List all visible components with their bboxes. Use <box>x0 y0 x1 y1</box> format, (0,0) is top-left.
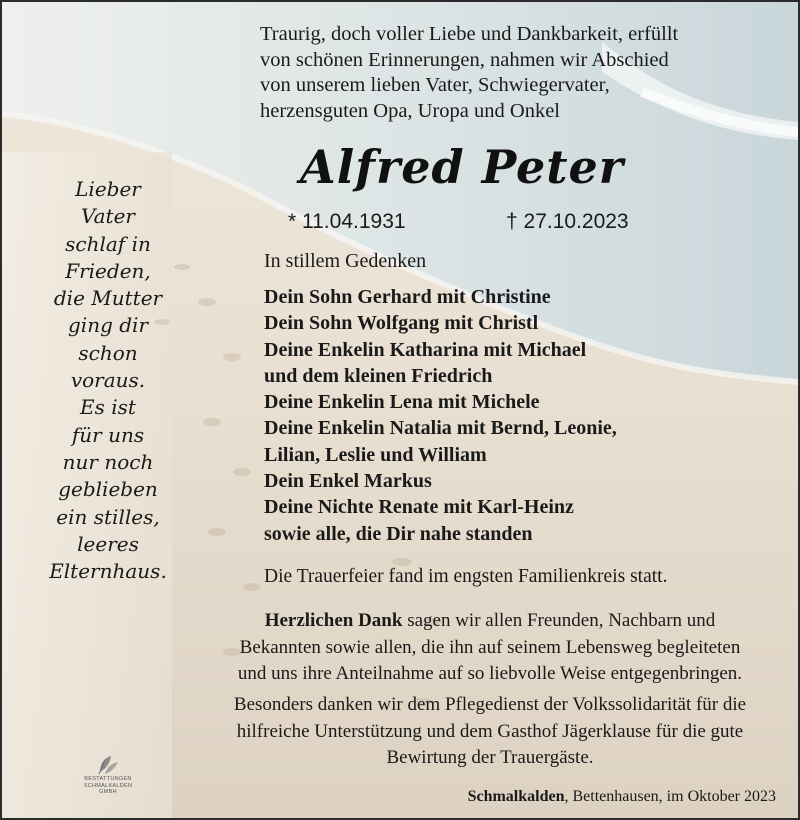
logo-line: GMBH <box>99 789 117 795</box>
intro-line: von unserem lieben Vater, Schwiegervater, <box>260 74 610 96</box>
mourner-line: Dein Enkel Markus <box>264 470 432 493</box>
memorial-lead: In stillem Gedenken <box>264 250 427 272</box>
deceased-name: Alfred Peter <box>300 140 625 194</box>
poem-line: leeres <box>77 531 139 556</box>
thanks-line <box>190 608 790 635</box>
mourner-line: Deine Enkelin Lena mit Michele <box>264 391 540 414</box>
thanks-line: und uns ihre Anteilnahme auf so liebvolle Weise entgegenbringen. <box>237 663 743 684</box>
intro-line: Traurig, doch voller Liebe und Dankbarkeit, erfüllt <box>260 23 679 45</box>
special-thanks-line: Besonders danken wir dem Pflegedienst der Volkssolidarität für die <box>233 694 747 715</box>
poem-line: ging dir <box>68 313 148 338</box>
mourner-line: Deine Nichte Renate mit Karl-Heinz <box>264 496 574 519</box>
place-date-rest: , Bettenhausen, im Oktober 2023 <box>564 788 776 805</box>
thanks-paragraph <box>190 608 790 688</box>
poem-line: Vater <box>81 204 135 229</box>
poem <box>28 176 188 585</box>
special-thanks-line: Bewirtung der Trauergäste. <box>386 747 594 768</box>
place-date-line <box>468 788 776 806</box>
leaf-logo-icon <box>95 754 121 776</box>
mourner-line: Dein Sohn Wolfgang mit Christl <box>264 312 539 335</box>
birth-date: * 11.04.1931 <box>288 210 406 233</box>
thanks-line: Bekannten sowie allen, die ihn auf seinem Lebensweg begleiteten <box>239 636 741 658</box>
poem-line: geblieben <box>58 477 158 502</box>
mourner-line: Lilian, Leslie und William <box>264 443 487 466</box>
poem-line: nur noch <box>62 449 154 474</box>
special-thanks-line: hilfreiche Unterstützung und dem Gasthof Jägerklause für die gute <box>236 720 744 742</box>
intro-line: herzensguten Opa, Uropa und Onkel <box>260 99 561 122</box>
poem-line: die Mutter <box>53 286 163 311</box>
poem-line: ein stilles, <box>56 504 160 529</box>
poem-line: schlaf in <box>65 231 151 256</box>
intro-line: von schönen Erinnerungen, nahmen wir Abschied <box>260 48 669 71</box>
funeral-note: Die Trauerfeier fand im engsten Familienkreis statt. <box>264 566 668 587</box>
logo-line: SCHMALKALDEN <box>83 782 133 789</box>
death-date: † 27.10.2023 <box>506 210 629 233</box>
logo-text <box>76 776 140 796</box>
mourners-list <box>264 284 617 547</box>
mourner-line: Dein Sohn Gerhard mit Christine <box>264 286 551 308</box>
poem-line: schon <box>78 340 138 365</box>
mourner-line: sowie alle, die Dir nahe standen <box>264 522 533 545</box>
poem-line: Frieden, <box>65 258 151 283</box>
intro-text <box>260 22 760 124</box>
thanks-line1-rest: sagen wir allen Freunden, Nachbarn und <box>402 610 716 631</box>
poem-line: voraus. <box>70 368 146 393</box>
funeral-home-logo <box>76 754 140 796</box>
place-bold: Schmalkalden <box>467 788 565 805</box>
thanks-bold: Herzlichen Dank <box>264 610 403 631</box>
poem-line: Es ist <box>80 395 136 420</box>
poem-line: Lieber <box>75 177 141 201</box>
poem-line: Elternhaus. <box>49 559 167 584</box>
mourner-line: Deine Enkelin Katharina mit Michael <box>264 338 587 361</box>
mourner-line: Deine Enkelin Natalia mit Bernd, Leonie, <box>264 417 617 440</box>
logo-line: BESTATTUNGEN <box>84 776 132 782</box>
poem-line: für uns <box>71 422 145 447</box>
special-thanks-paragraph <box>190 692 790 772</box>
mourner-line: und dem kleinen Friedrich <box>264 364 493 387</box>
